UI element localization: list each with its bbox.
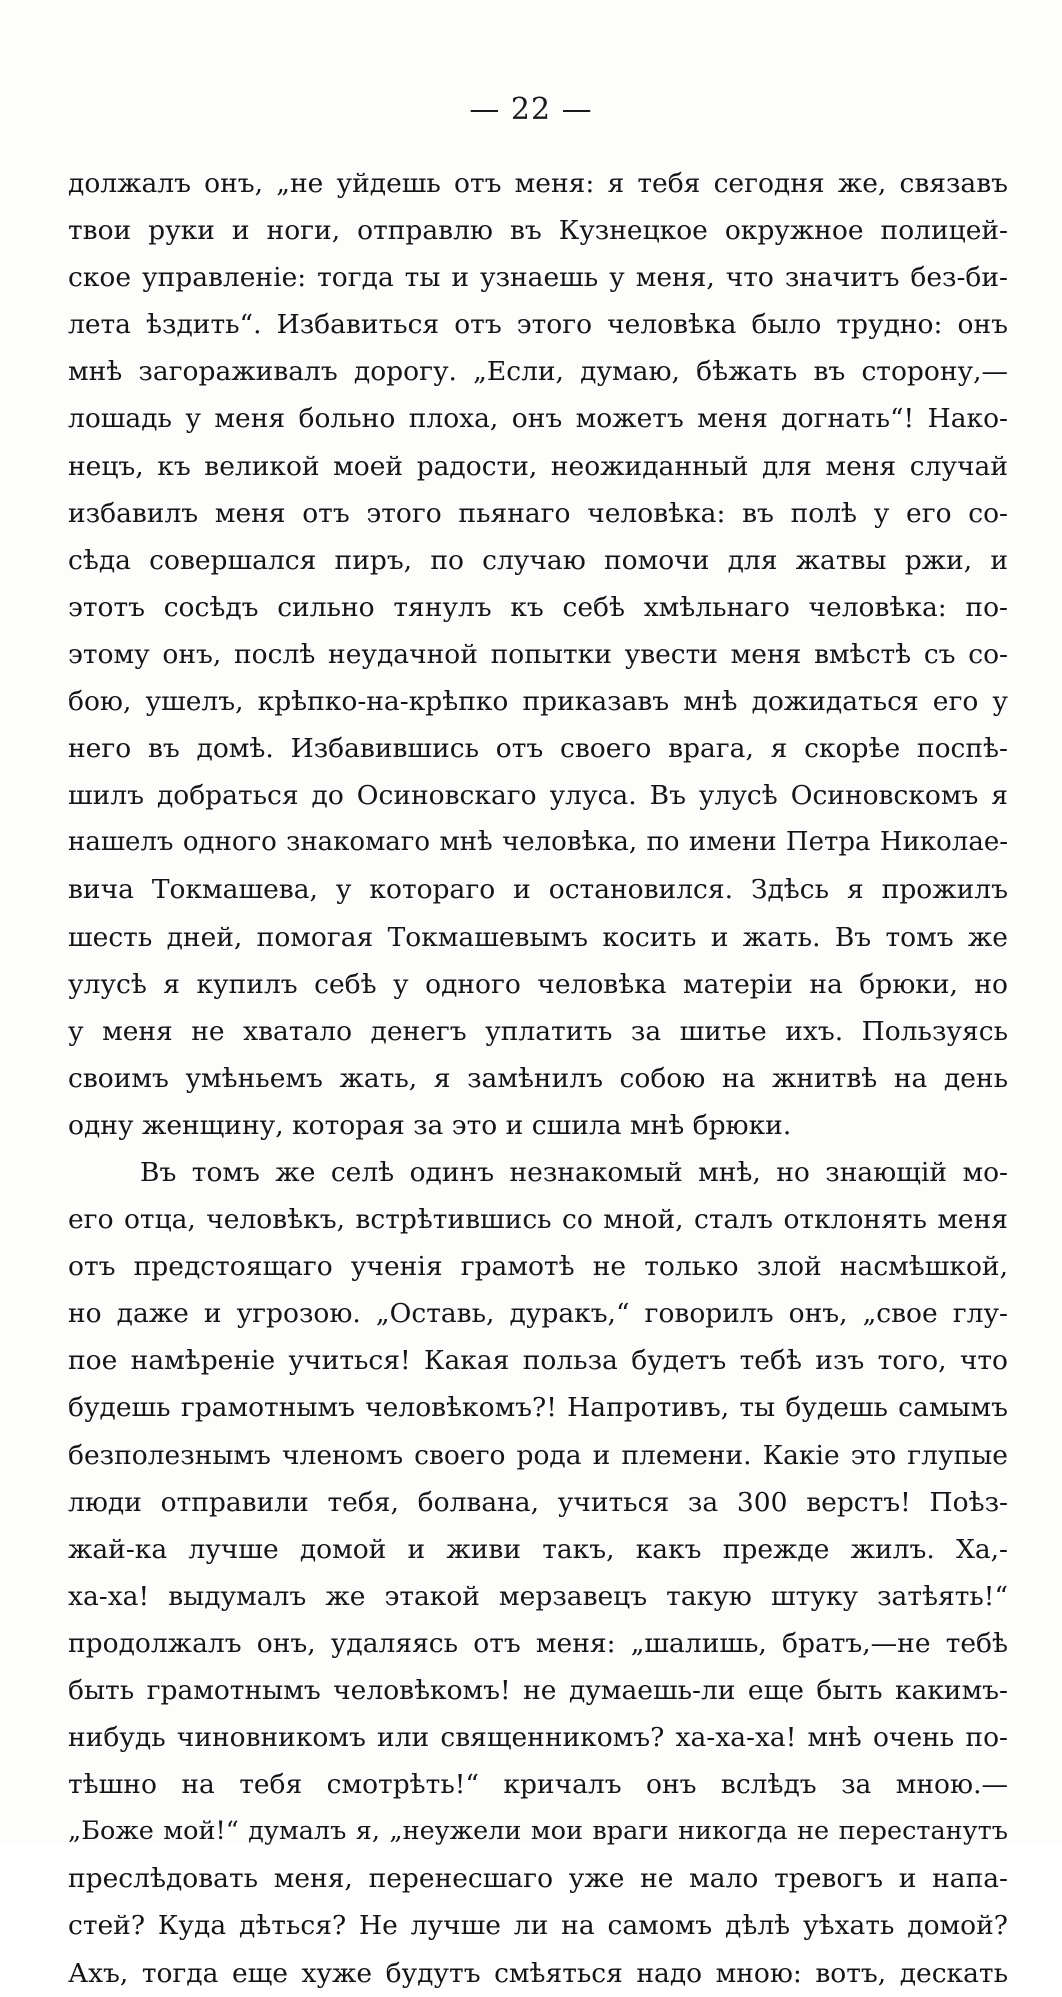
text-line: продолжалъ онъ, удаляясь отъ меня: „шалишь, братъ,—не тебѣ xyxy=(68,1627,1008,1659)
text-line: жай-ка лучше домой и живи такъ, какъ прежде жилъ. Ха,- xyxy=(68,1533,1008,1565)
text-line: безполезнымъ членомъ своего рода и племени. Какіе это глупые xyxy=(68,1439,1008,1471)
text-line: тѣшно на тебя смотрѣть!“ кричалъ онъ вслѣдъ за мною.— xyxy=(68,1769,1008,1801)
text-line: твои руки и ноги, отправлю въ Кузнецкое окружное полицей- xyxy=(68,215,1008,247)
text-line: преслѣдовать меня, перенесшаго уже не мало тревогъ и напа- xyxy=(68,1863,1008,1895)
text-line: ха-ха! выдумалъ же этакой мерзавецъ такую штуку затѣять!“ xyxy=(68,1580,1008,1612)
text-line: шилъ добраться до Осиновскаго улуса. Въ улусѣ Осиновскомъ я xyxy=(68,780,1008,812)
text-line: его отца, человѣкъ, встрѣтившись со мной, сталъ отклонять меня xyxy=(68,1204,1008,1236)
text-line: ское управленіе: тогда ты и узнаешь у меня, что значитъ без-би- xyxy=(68,262,1008,294)
text-line: вича Токмашева, у котораго и остановился. Здѣсь я прожилъ xyxy=(68,874,1008,906)
text-line: нашелъ одного знакомаго мнѣ человѣка, по имени Петра Николае- xyxy=(68,827,1008,858)
body-text xyxy=(68,160,1008,1997)
text-line: сѣда совершался пиръ, по случаю помочи для жатвы ржи, и xyxy=(68,544,1008,576)
text-line-paragraph-end: одну женщину, которая за это и сшила мнѣ брюки. xyxy=(68,1109,792,1141)
text-line: нецъ, къ великой моей радости, неожиданный для меня случай xyxy=(68,450,1008,482)
text-line: у меня не хватало денегъ уплатить за шитье ихъ. Пользуясь xyxy=(68,1015,1008,1047)
text-line: бою, ушелъ, крѣпко-на-крѣпко приказавъ мнѣ дожидаться его у xyxy=(68,686,1008,718)
text-line: мнѣ загораживалъ дорогу. „Если, думаю, бѣжать въ сторону,— xyxy=(68,356,1008,388)
text-line: своимъ умѣньемъ жать, я замѣнилъ собою на жнитвѣ на день xyxy=(68,1062,1008,1094)
text-line: быть грамотнымъ человѣкомъ! не думаешь-ли еще быть какимъ- xyxy=(68,1675,1008,1706)
text-line: шесть дней, помогая Токмашевымъ косить и жать. Въ томъ же xyxy=(68,921,1008,953)
text-line: этотъ сосѣдъ сильно тянулъ къ себѣ хмѣльнаго человѣка: по- xyxy=(68,591,1008,623)
text-line: него въ домѣ. Избавившись отъ своего врага, я скорѣе поспѣ- xyxy=(68,733,1008,765)
text-line: люди отправили тебя, болвана, учиться за 300 верстъ! Поѣз- xyxy=(68,1486,1008,1518)
text-line: должалъ онъ, „не уйдешь отъ меня: я тебя сегодня же, связавъ xyxy=(68,168,1008,199)
text-line: этому онъ, послѣ неудачной попытки увести меня вмѣстѣ съ со- xyxy=(68,638,1008,670)
text-line: пое намѣреніе учиться! Какая польза будетъ тебѣ изъ того, что xyxy=(68,1345,1008,1377)
text-line: избавилъ меня отъ этого пьянаго человѣка: въ полѣ у его со- xyxy=(68,497,1008,529)
text-line: стей? Куда дѣться? Не лучше ли на самомъ дѣлѣ уѣхать домой? xyxy=(68,1910,1008,1942)
text-line: будешь грамотнымъ человѣкомъ?! Напротивъ, ты будешь самымъ xyxy=(68,1392,1008,1424)
page-number: — 22 — xyxy=(469,92,593,127)
text-line: отъ предстоящаго ученія грамотѣ не только злой насмѣшкой, xyxy=(68,1251,1008,1283)
text-line: улусѣ я купилъ себѣ у одного человѣка матеріи на брюки, но xyxy=(68,968,1008,1000)
text-line-paragraph-start: Въ томъ же селѣ одинъ незнакомый мнѣ, но знающій мо- xyxy=(140,1156,1008,1188)
text-line: нибудь чиновникомъ или священникомъ? ха-ха-ха! мнѣ очень по- xyxy=(68,1722,1008,1754)
text-line: „Боже мой!“ думалъ я, „неужели мои враги никогда не перестанутъ xyxy=(68,1816,1008,1847)
text-line: но даже и угрозою. „Оставь, дуракъ,“ говорилъ онъ, „свое глу- xyxy=(68,1298,1008,1330)
text-line: Ахъ, тогда еще хуже будутъ смѣяться надо мною: вотъ, дескать xyxy=(68,1957,1008,1989)
text-line: лета ѣздить“. Избавиться отъ этого человѣка было трудно: онъ xyxy=(68,309,1008,341)
text-line: лошадь у меня больно плоха, онъ можетъ меня догнать“! Нако- xyxy=(68,403,1008,435)
